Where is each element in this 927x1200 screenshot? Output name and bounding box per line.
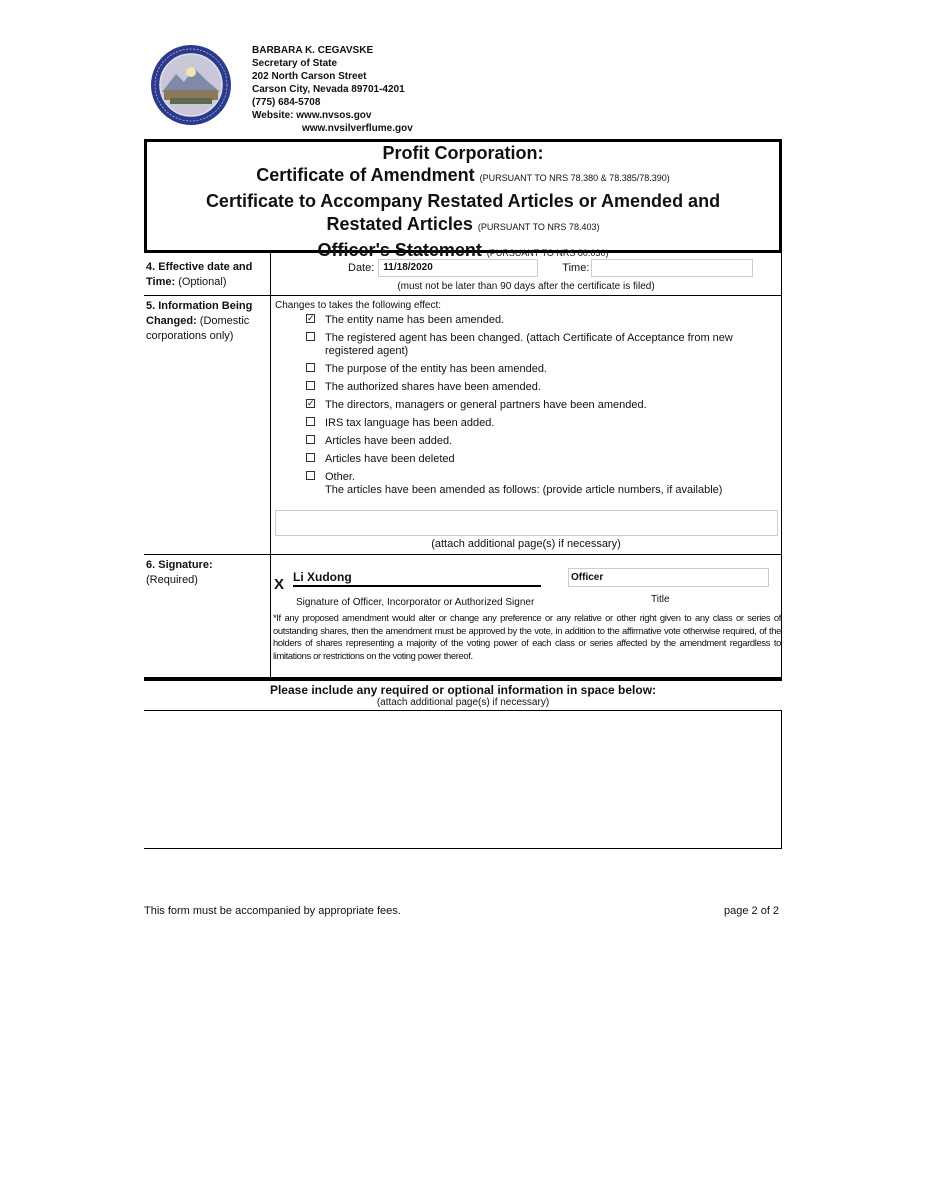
website-line-2: www.nvsilverflume.gov — [302, 123, 413, 134]
section-5-label — [144, 296, 271, 554]
checkbox[interactable] — [306, 381, 315, 390]
time-input[interactable] — [591, 259, 753, 277]
official-name: BARBARA K. CEGAVSKE — [252, 45, 374, 56]
website-line: Website: www.nvsos.gov — [252, 110, 372, 121]
date-input[interactable]: 11/18/2020 — [378, 259, 538, 277]
section-4-row — [144, 253, 782, 296]
option-label: The authorized shares have been amended. — [325, 381, 541, 393]
additional-info-heading: Please include any required or optional information in space below: — [269, 683, 657, 697]
checkbox[interactable]: ✓ — [307, 398, 315, 408]
change-option — [306, 435, 777, 448]
option-label: Other. — [325, 471, 355, 483]
title-line-2 — [147, 164, 779, 190]
checkbox[interactable] — [306, 471, 315, 480]
secretary-of-state-address — [252, 44, 413, 135]
section-4-label-bold: 4. Effective date and Time: — [146, 261, 253, 288]
checkbox[interactable] — [306, 453, 315, 462]
attach-note: (attach additional page(s) if necessary) — [431, 538, 621, 550]
option-label: Articles have been deleted — [325, 453, 455, 465]
amendment-disclaimer: *If any proposed amendment would alter or change any preference or any relative or other right given to any class or series of outstanding shares, then the amendment must be approved by the vote, in addition to the affirmative vote otherwise required, of the holders of shares representing a majority of the voting power of each class or series affected by the amendment regardless to limitations or restrictions on the voting power thereof. — [273, 612, 781, 661]
amendment-text-field[interactable] — [275, 510, 778, 536]
form-title-box — [144, 139, 782, 260]
option-label: The registered agent has been changed. (attach Certificate of Acceptance from new registered agent) — [325, 332, 733, 357]
change-option — [306, 314, 777, 327]
date-note: (must not be later than 90 days after the certificate is filed) — [397, 281, 655, 292]
option-label: IRS tax language has been added. — [325, 417, 495, 429]
nrs-citation-1: (PURSUANT TO NRS 78.380 & 78.385/78.390) — [479, 173, 670, 183]
nrs-citation-2: (PURSUANT TO NRS 78.403) — [477, 222, 600, 232]
phone-number: (775) 684-5708 — [252, 97, 321, 108]
signature-field[interactable]: Li Xudong — [293, 570, 541, 587]
street-address: 202 North Carson Street — [252, 71, 367, 82]
signature-label: Signature of Officer, Incorporator or Authorized Signer — [296, 597, 535, 608]
officers-statement: Officer's Statement — [317, 240, 482, 260]
checkbox[interactable] — [306, 435, 315, 444]
additional-info-header — [144, 678, 782, 711]
title-field[interactable]: Officer — [568, 568, 769, 587]
title-line-3: Certificate to Accompany Restated Articles or Amended and — [205, 191, 721, 211]
page-number: page 2 of 2 — [724, 905, 780, 917]
option-label: The directors, managers or general partners have been amended. — [325, 399, 647, 411]
date-label: Date: — [348, 262, 375, 274]
certificate-of-amendment: Certificate of Amendment — [256, 165, 475, 185]
checkbox[interactable] — [306, 332, 315, 341]
section-6-label — [144, 555, 271, 677]
change-option — [306, 381, 777, 394]
office-title: Secretary of State — [252, 58, 338, 69]
change-option — [306, 453, 777, 466]
nevada-state-seal — [150, 44, 232, 126]
option-label: Articles have been added. — [325, 435, 453, 447]
option-label: The entity name has been amended. — [325, 314, 505, 326]
amendment-form — [144, 253, 782, 849]
section-6-label-bold: 6. Signature: — [146, 559, 213, 571]
section-4-label — [144, 253, 271, 295]
section-5-row — [144, 296, 782, 555]
section-5-label-normal: (Domestic corporations only) — [146, 315, 250, 342]
change-options — [275, 314, 777, 497]
change-option — [306, 332, 777, 358]
nrs-citation-3: (PURSUANT TO NRS 80.030) — [486, 248, 609, 258]
checkbox[interactable] — [306, 417, 315, 426]
fees-note: This form must be accompanied by appropriate fees. — [144, 905, 401, 917]
time-label: Time: — [562, 262, 590, 274]
section-6-row — [144, 555, 782, 678]
city-address: Carson City, Nevada 89701-4201 — [252, 84, 405, 95]
section-5-content — [271, 296, 782, 554]
checkbox[interactable]: ✓ — [307, 313, 315, 323]
option-label: The purpose of the entity has been amended. — [325, 363, 547, 375]
change-option — [306, 399, 777, 412]
title-label: Title — [651, 594, 670, 605]
restated-articles: Restated Articles — [326, 214, 473, 234]
checkbox[interactable] — [306, 363, 315, 372]
additional-info-sub: (attach additional page(s) if necessary) — [376, 697, 550, 708]
section-4-label-normal: (Optional) — [175, 276, 227, 288]
signature-x-mark: X — [274, 576, 285, 593]
other-note: The articles have been amended as follows: (provide article numbers, if available) — [325, 484, 723, 496]
additional-info-field[interactable] — [144, 711, 782, 849]
changes-intro: Changes to takes the following effect: — [275, 300, 442, 311]
section-6-label-normal: (Required) — [146, 574, 198, 586]
change-option — [306, 363, 777, 376]
section-4-content — [271, 253, 782, 295]
change-option — [306, 471, 777, 497]
title-line-4 — [147, 213, 779, 239]
title-line-1: Profit Corporation: — [382, 143, 544, 163]
section-5-label-bold: 5. Information Being Changed: — [146, 300, 253, 327]
change-option — [306, 417, 777, 430]
section-6-content — [271, 555, 782, 677]
